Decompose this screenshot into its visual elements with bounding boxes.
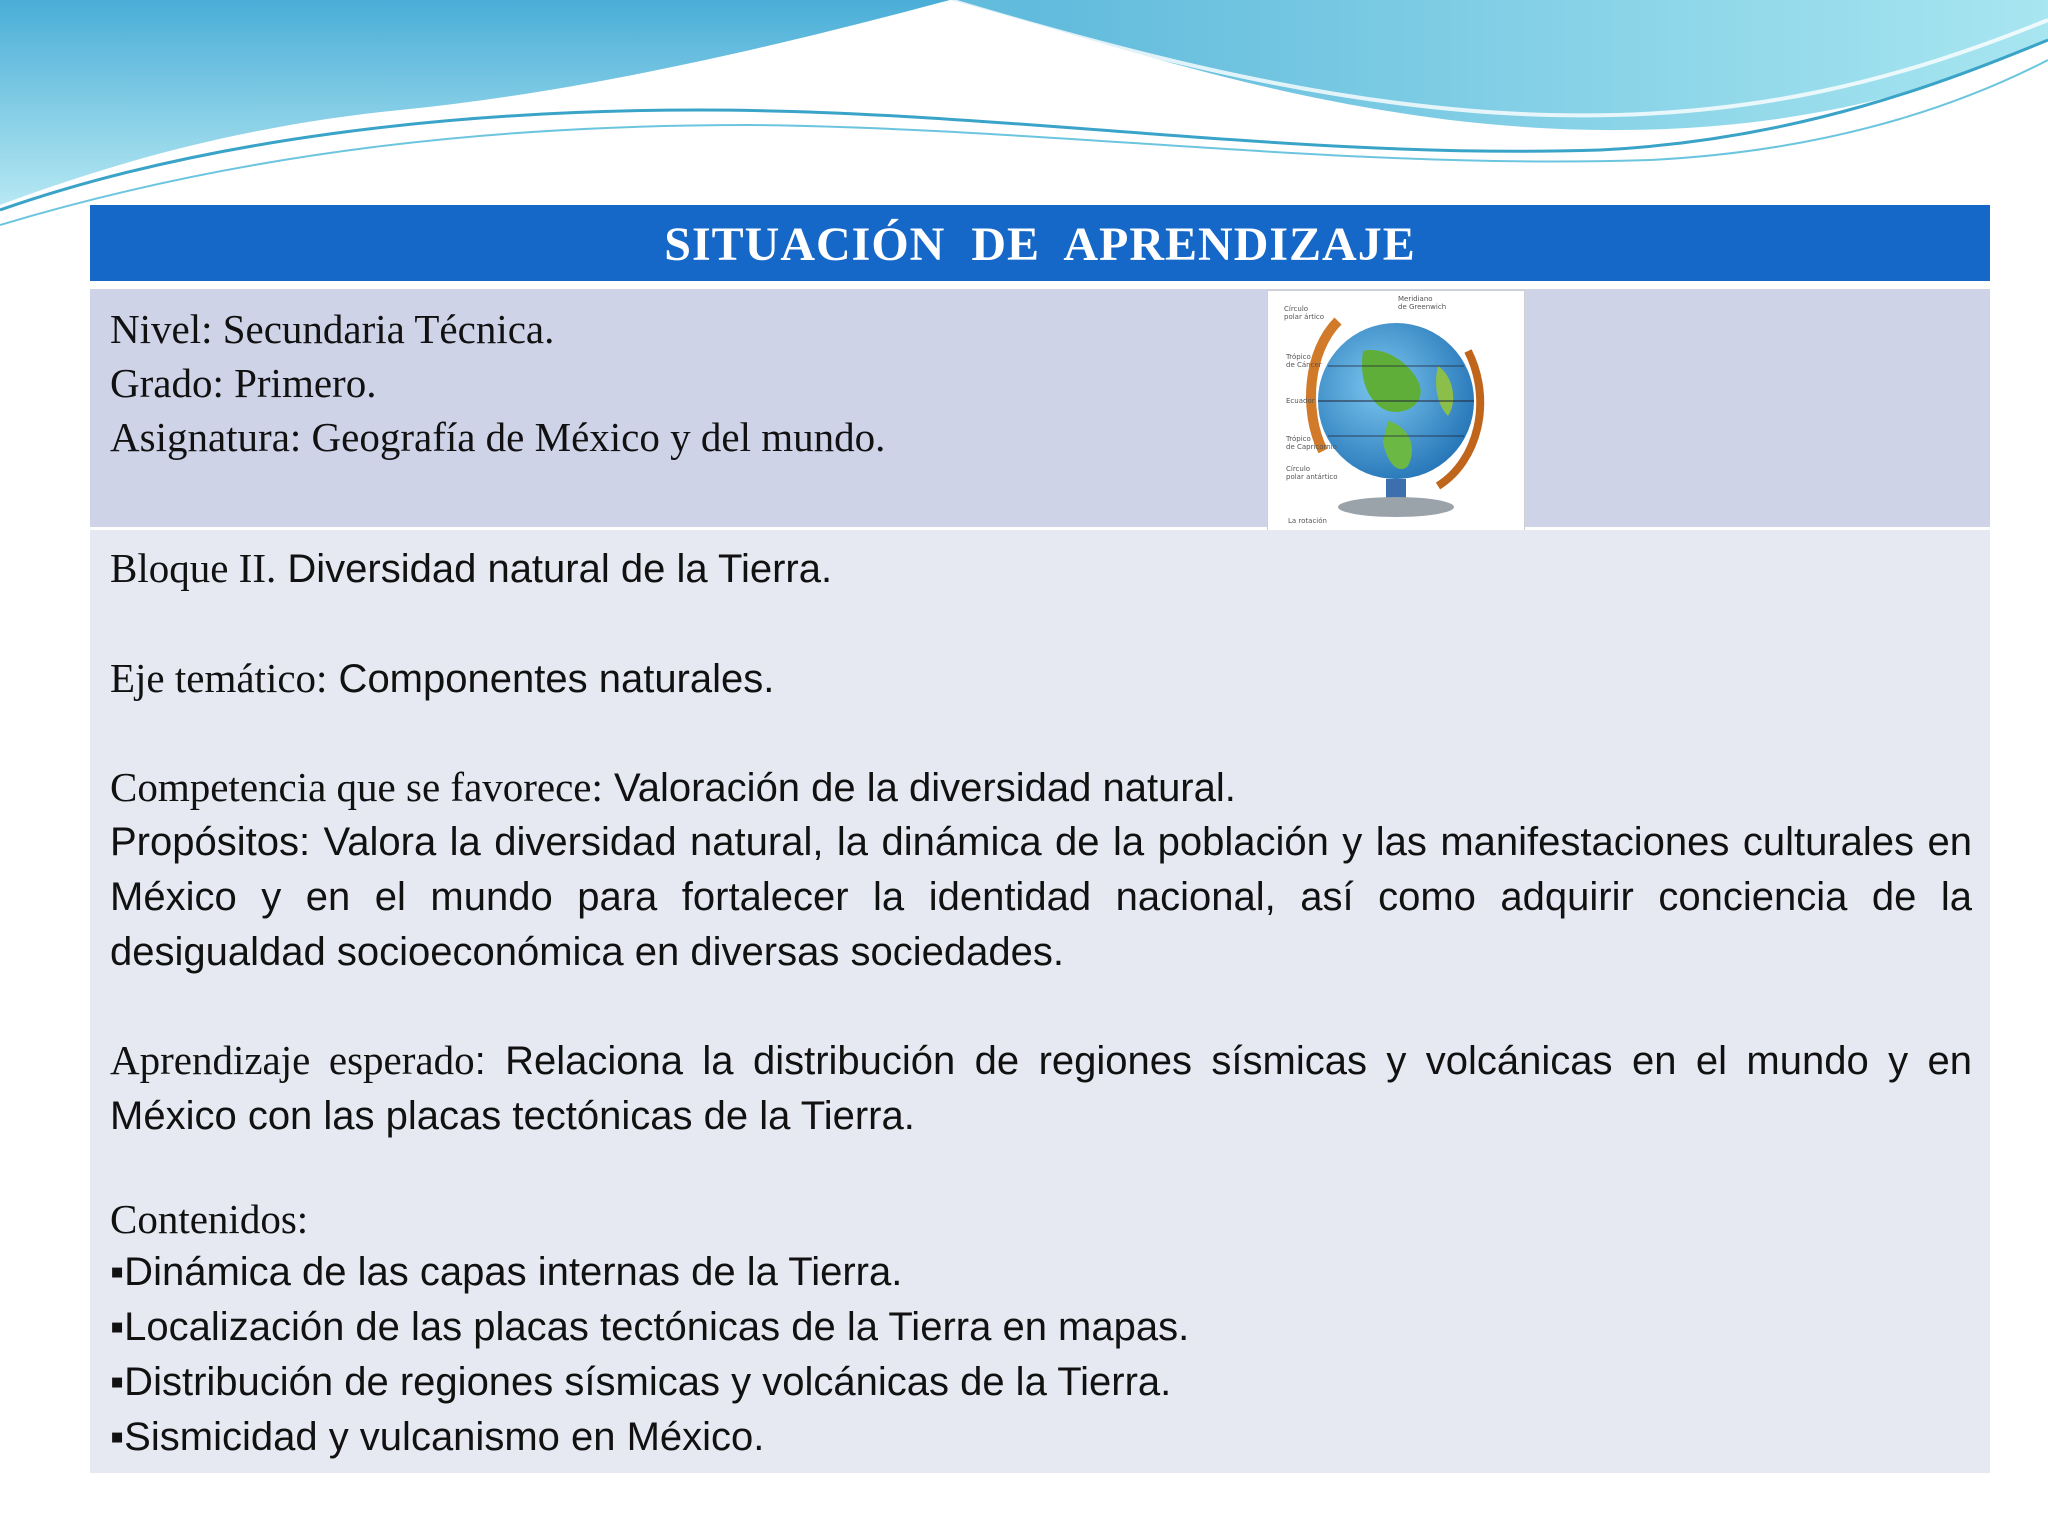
nivel-text: Nivel: Secundaria Técnica.: [110, 306, 555, 352]
competencia-label: Competencia que se favorece:: [110, 764, 603, 810]
svg-text:Trópico: Trópico: [1286, 353, 1311, 361]
svg-text:Círculo: Círculo: [1284, 305, 1309, 313]
info-row: [90, 289, 1990, 527]
asignatura-text: Asignatura: Geografía de México y del mundo.: [110, 414, 886, 460]
contenidos-item: ▪Sismicidad y vulcanismo en México.: [110, 1415, 765, 1459]
aprendizaje-paragraph: [110, 1033, 1972, 1144]
svg-text:polar ártico: polar ártico: [1284, 313, 1325, 321]
globe-diagram-icon: [1267, 290, 1525, 532]
propositos-text: Propósitos: Valora la diversidad natural, la dinámica de la población y las manifestaciones culturales en México y en el mundo para fortalecer la identidad nacional, así como adquirir conciencia de la desigualdad socioeconómica en diversas sociedades.: [110, 820, 1972, 974]
svg-text:de Capricornio: de Capricornio: [1286, 443, 1337, 451]
aprendizaje-value: : Relaciona la distribución de regiones sísmicas y volcánicas en el mundo y en México con las placas tectónicas de la Tierra.: [110, 1039, 1973, 1138]
svg-text:Círculo: Círculo: [1286, 465, 1311, 473]
svg-text:Ecuador: Ecuador: [1286, 397, 1315, 405]
aprendizaje-label: Aprendizaje esperado: [110, 1037, 475, 1083]
contenidos-item: ▪Localización de las placas tectónicas de la Tierra en mapas.: [110, 1305, 1190, 1349]
bloque-line: [110, 544, 832, 592]
contenidos-label: Contenidos:: [110, 1196, 309, 1242]
eje-label: Eje temático:: [110, 655, 328, 701]
svg-text:Trópico: Trópico: [1286, 435, 1311, 443]
bloque-label: Bloque II.: [110, 545, 277, 591]
contenidos-item: ▪Distribución de regiones sísmicas y volcánicas de la Tierra.: [110, 1360, 1172, 1404]
svg-text:polar antártico: polar antártico: [1286, 473, 1338, 481]
svg-text:de Cáncer: de Cáncer: [1286, 361, 1322, 369]
competencia-line: [110, 763, 1236, 811]
svg-text:La rotación: La rotación: [1288, 517, 1327, 525]
bloque-value: Diversidad natural de la Tierra.: [276, 547, 833, 591]
grado-text: Grado: Primero.: [110, 360, 377, 406]
learning-situation-table: [90, 205, 1990, 1473]
eje-line: [110, 654, 774, 702]
svg-text:Meridiano: Meridiano: [1398, 295, 1433, 303]
content-row: [90, 530, 1990, 1473]
svg-text:de Greenwich: de Greenwich: [1398, 303, 1447, 311]
contenidos-item: ▪Dinámica de las capas internas de la Tierra.: [110, 1250, 903, 1294]
table-title: SITUACIÓN DE APRENDIZAJE: [90, 205, 1990, 281]
eje-value: Componentes naturales.: [327, 657, 775, 701]
competencia-value: Valoración de la diversidad natural.: [602, 766, 1236, 810]
